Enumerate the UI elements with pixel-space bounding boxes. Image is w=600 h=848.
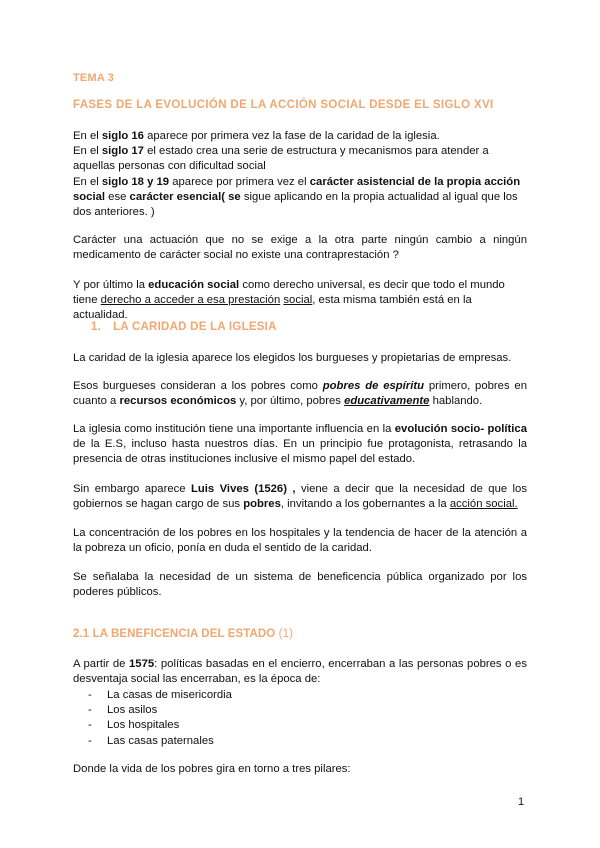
document-title: FASES DE LA EVOLUCIÓN DE LA ACCIÓN SOCIAL DESDE EL SIGLO XVI — [73, 99, 494, 111]
list-item: - Los asilos — [88, 703, 232, 718]
section-number: 1. — [91, 321, 102, 333]
section-heading-1 — [91, 321, 277, 333]
paragraph-centuries: En el siglo 16 aparece por primera vez la fase de la caridad de la iglesia. En el siglo 17 el estado crea una serie de estructura y mecanismos para atender a aquellas personas con dificultad social En el siglo 18 y 19 aparece por primera vez el carácter asistencial de la propia acción social ese carácter esencial( se sigue aplicando en la propia actualidad al igual que los dos anteriores. ) — [73, 130, 521, 219]
topic-label: TEMA 3 — [73, 72, 115, 84]
section-title: LA CARIDAD DE LA IGLESIA — [113, 321, 277, 333]
paragraph-iglesia: La iglesia como institución tiene una importante influencia en la evolución socio- política de la E.S, incluso hasta nuestros días. En un principio fue protagonista, retrasando la presencia de otras instituciones inclusive el mismo papel del estado. — [73, 423, 527, 466]
section-heading-2-1 — [73, 628, 293, 640]
list-item: - La casas de misericordia — [88, 688, 232, 703]
list-item: - Las casas paternales — [88, 734, 232, 749]
paragraph-educacion-social: Y por último la educación social como derecho universal, es decir que todo el mundo tiene derecho a acceder a esa prestación social, esta misma también está en la actualidad. — [73, 279, 505, 322]
institutions-list — [88, 688, 232, 749]
paragraph-beneficencia: Se señalaba la necesidad de un sistema de beneficencia pública organizado por los poderes públicos. — [73, 571, 527, 599]
paragraph-luis-vives: Sin embargo aparece Luis Vives (1526) , viene a decir que la necesidad de que los gobiernos se hagan cargo de sus pobres, invitando a los gobernantes a la acción social. — [73, 483, 527, 511]
list-item: - Los hospitales — [88, 718, 232, 733]
paragraph-caracter: Carácter una actuación que no se exige a la otra parte ningún cambio a ningún medicamento de carácter social no existe una contraprestación ? — [73, 234, 527, 262]
paragraph-1575: A partir de 1575: políticas basadas en el encierro, encerraban a las personas pobres o es desventaja social las encerraban, es la época de: — [73, 658, 527, 686]
subsection-note: (1) — [275, 628, 294, 640]
subsection-title: 2.1 LA BENEFICENCIA DEL ESTADO — [73, 628, 276, 640]
paragraph-caridad: La caridad de la iglesia aparece los elegidos los burgueses y propietarias de empresas. — [73, 352, 512, 364]
paragraph-hospitales: La concentración de los pobres en los hospitales y la tendencia de hacer de la atención a la pobreza un oficio, ponía en duda el sentido de la caridad. — [73, 527, 527, 555]
paragraph-pilares: Donde la vida de los pobres gira en torno a tres pilares: — [73, 763, 351, 775]
paragraph-burgueses: Esos burgueses consideran a los pobres como pobres de espíritu primero, pobres en cuanto a recursos económicos y, por último, pobres educativamente hablando. — [73, 380, 527, 408]
page-number: 1 — [518, 796, 525, 808]
